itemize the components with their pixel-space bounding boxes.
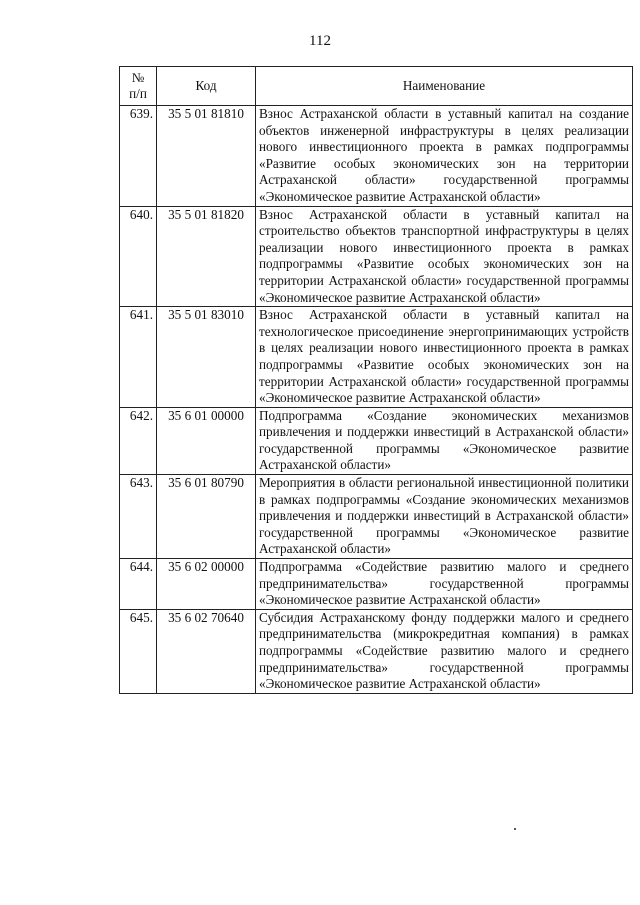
table-row (120, 407, 633, 474)
row-number: 640. (120, 206, 157, 307)
row-code: 35 6 02 70640 (157, 609, 256, 693)
header-code (157, 67, 256, 106)
header-number-label: № п/п (129, 70, 147, 101)
table-row (120, 307, 633, 408)
row-number: 639. (120, 106, 157, 207)
header-number (120, 67, 157, 106)
row-name: Взнос Астраханской области в уставный капитал на создание объектов инженерной инфраструктуры в целях реализации нового инвестиционного проекта в рамках подпрограммы «Развитие особых экономических зон на территории Астраханской области» государственной программы «Экономическое развитие Астраханской области» (256, 106, 633, 207)
row-code: 35 5 01 81810 (157, 106, 256, 207)
table-header-row (120, 67, 633, 106)
row-number: 642. (120, 407, 157, 474)
page-number: 112 (309, 33, 331, 49)
table-row (120, 609, 633, 693)
budget-classification-table (119, 66, 633, 694)
header-name-label: Наименование (402, 77, 486, 93)
scan-speck (514, 828, 516, 830)
header-code-label: Код (195, 77, 217, 93)
table-row (120, 475, 633, 559)
header-name (256, 67, 633, 106)
row-number: 641. (120, 307, 157, 408)
row-number: 644. (120, 559, 157, 610)
row-name: Подпрограмма «Содействие развитию малого и среднего предпринимательства» государственной программы «Экономическое развитие Астраханской области» (256, 559, 633, 610)
table-row (120, 559, 633, 610)
row-code: 35 5 01 83010 (157, 307, 256, 408)
row-number: 645. (120, 609, 157, 693)
table-row (120, 106, 633, 207)
row-code: 35 6 01 80790 (157, 475, 256, 559)
row-name: Взнос Астраханской области в уставный капитал на технологическое присоединение энергопринимающих устройств в целях реализации нового инвестиционного проекта в рамках подпрограммы «Развитие особых экономических зон на территории Астраханской области» государственной программы «Экономическое развитие Астраханской области» (256, 307, 633, 408)
row-code: 35 5 01 81820 (157, 206, 256, 307)
row-number: 643. (120, 475, 157, 559)
row-name: Субсидия Астраханскому фонду поддержки малого и среднего предпринимательства (микрокредитная компания) в рамках подпрограммы «Содействие развитию малого и среднего предпринимательства» государственной программы «Экономическое развитие Астраханской области» (256, 609, 633, 693)
row-name: Взнос Астраханской области в уставный капитал на строительство объектов транспортной инфраструктуры в целях реализации нового инвестиционного проекта в рамках подпрограммы «Развитие особых экономических зон на территории Астраханской области» государственной программы «Экономическое развитие Астраханской области» (256, 206, 633, 307)
row-code: 35 6 01 00000 (157, 407, 256, 474)
table-row (120, 206, 633, 307)
row-code: 35 6 02 00000 (157, 559, 256, 610)
row-name: Мероприятия в области региональной инвестиционной политики в рамках подпрограммы «Создание экономических механизмов привлечения и поддержки инвестиций в Астраханской области» государственной программы «Экономическое развитие Астраханской области» (256, 475, 633, 559)
row-name: Подпрограмма «Создание экономических механизмов привлечения и поддержки инвестиций в Астраханской области» государственной программы «Экономическое развитие Астраханской области» (256, 407, 633, 474)
